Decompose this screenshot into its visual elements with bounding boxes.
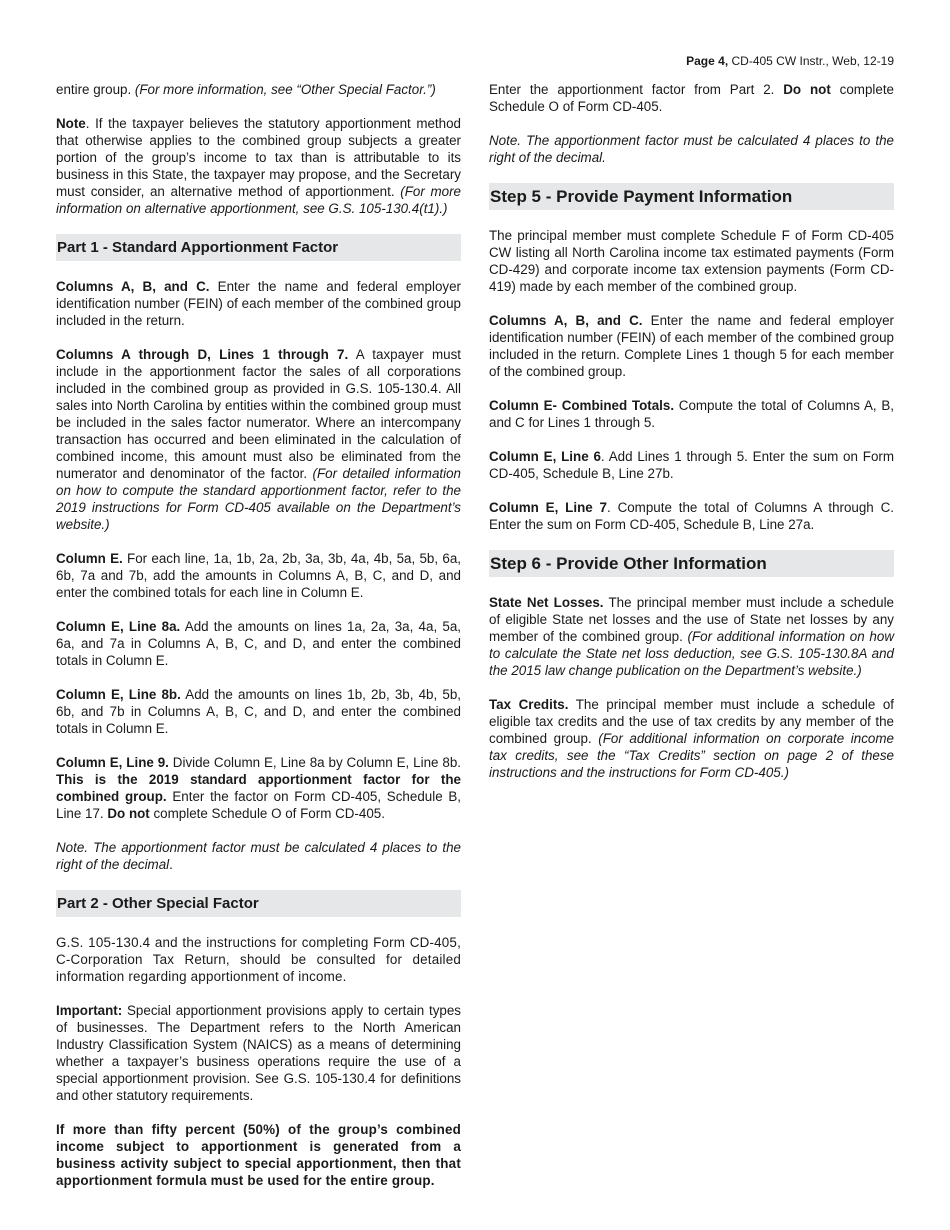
- paragraph-note-alternative: Note. If the taxpayer believes the statutory apportionment method that otherwise applies to the combined group subjects a greater portion of the group’s income to tax than is attributable to its business in this State, the taxpayer may propose, and the Secretary must consider, an alternative method of apportionment. (For more information on alternative apportionment, see G.S. 105-130.4(t1).): [56, 116, 461, 216]
- paragraph-column-e-line-8b: Column E, Line 8b. Add the amounts on lines 1b, 2b, 3b, 4b, 5b, 6b, and 7b in Columns A, B, C, and D, and enter the combined totals in Column E.: [56, 687, 461, 736]
- paragraph-columns-a-d: Columns A through D, Lines 1 through 7. A taxpayer must include in the apportionment factor the sales of all corporations included in the combined group as provided in G.S. 105-130.4. All sales into North Carolina by entities within the combined group must be included in the sales factor numerator. Where an intercompany transaction has occurred and been eliminated in the calculation of combined income, this amount must also be eliminated from the numerator and denominator of the factor. (For detailed information on how to compute the standard apportionment factor, refer to the 2019 instructions for Form CD-405 available on the Department’s website.): [56, 347, 462, 532]
- page-header: [686, 53, 894, 70]
- step5-heading: Step 5 - Provide Payment Information: [489, 183, 894, 210]
- left-column: [56, 81, 461, 1206]
- paragraph-important: Important: Special apportionment provisions apply to certain types of businesses. The Department refers to the North American Industry Classification System (NAICS) as a means of determining whether a taxpayer’s business operations require the use of a special apportionment provision. See G.S. 105-130.4 for definitions and other statutory requirements.: [56, 1003, 461, 1103]
- paragraph-column-e-line-9: Column E, Line 9. Divide Column E, Line 8a by Column E, Line 8b. This is the 2019 standard apportionment factor for the combined group. Enter the factor on Form CD-405, Schedule B, Line 17. Do not complete Schedule O of Form CD-405.: [56, 755, 462, 821]
- paragraph-fifty-percent: If more than fifty percent (50%) of the group’s combined income subject to apportionment is generated from a business activity subject to special apportionment, then that apportionment formula must be used for the entire group.: [56, 1122, 461, 1188]
- paragraph-column-e-line-7: Column E, Line 7. Compute the total of Columns A through C. Enter the sum on Form CD-405, Schedule B, Line 27a.: [489, 500, 894, 532]
- paragraph-column-e-line-6: Column E, Line 6. Add Lines 1 through 5. Enter the sum on Form CD-405, Schedule B, Line 27b.: [489, 449, 895, 481]
- paragraph-entire-group: entire group. (For more information, see “Other Special Factor.”): [56, 82, 436, 97]
- paragraph-columns-abc: Columns A, B, and C. Enter the name and federal employer identification number (FEIN) of each member of the combined group included in the return.: [56, 279, 461, 328]
- paragraph-column-e-line-8a: Column E, Line 8a. Add the amounts on lines 1a, 2a, 3a, 4a, 5a, 6a, and 7a in Columns A, B, C, and D, and enter the combined totals in Column E.: [56, 619, 461, 668]
- paragraph-column-e: Column E. For each line, 1a, 1b, 2a, 2b, 3a, 3b, 4a, 4b, 5a, 5b, 6a, 6b, 7a and 7b, add the amounts in Columns A, B, C, and D, and enter the combined totals for each line in Column E.: [56, 551, 461, 600]
- paragraph-state-net-losses: State Net Losses. The principal member must include a schedule of eligible State net losses and the use of State net losses by any member of the combined group. (For additional information on how to calculate the State net loss deduction, see G.S. 105-130.8A and the 2015 law change publication on the Department’s website.): [489, 595, 894, 678]
- part2-heading: Part 2 - Other Special Factor: [56, 890, 461, 917]
- paragraph-principal-member: The principal member must complete Schedule F of Form CD-405 CW listing all North Carolina income tax estimated payments (Form CD-429) and corporate income tax extension payments (Form CD-419) made by each member of the combined group.: [489, 228, 894, 294]
- paragraph-note-decimal-right: Note. The apportionment factor must be calculated 4 places to the right of the decimal.: [489, 133, 894, 165]
- part1-heading: Part 1 - Standard Apportionment Factor: [56, 234, 461, 261]
- paragraph-columns-abc-right: Columns A, B, and C. Enter the name and federal employer identification number (FEIN) of each member of the combined group included in the return. Complete Lines 1 though 5 for each member of the combined group.: [489, 313, 894, 379]
- right-column: [489, 81, 894, 798]
- step6-heading: Step 6 - Provide Other Information: [489, 550, 894, 577]
- paragraph-enter-factor: Enter the apportionment factor from Part 2. Do not complete Schedule O of Form CD-405.: [489, 82, 894, 114]
- paragraph-column-e-combined: Column E- Combined Totals. Compute the total of Columns A, B, and C for Lines 1 through 5.: [489, 398, 894, 430]
- paragraph-gs-105: G.S. 105-130.4 and the instructions for completing Form CD-405, C-Corporation Tax Return, should be consulted for detailed information regarding apportionment of income.: [56, 935, 461, 984]
- document-id: CD-405 CW Instr., Web, 12-19: [728, 54, 894, 68]
- paragraph-note-decimal: Note. The apportionment factor must be calculated 4 places to the right of the decimal.: [56, 840, 461, 872]
- paragraph-tax-credits: Tax Credits. The principal member must include a schedule of eligible tax credits and the use of tax credits by any member of the combined group. (For additional information on corporate income tax credits, see the “Tax Credits” section on page 2 of these instructions and the instructions for Form CD-405.): [489, 697, 894, 780]
- page-number: Page 4,: [686, 54, 729, 68]
